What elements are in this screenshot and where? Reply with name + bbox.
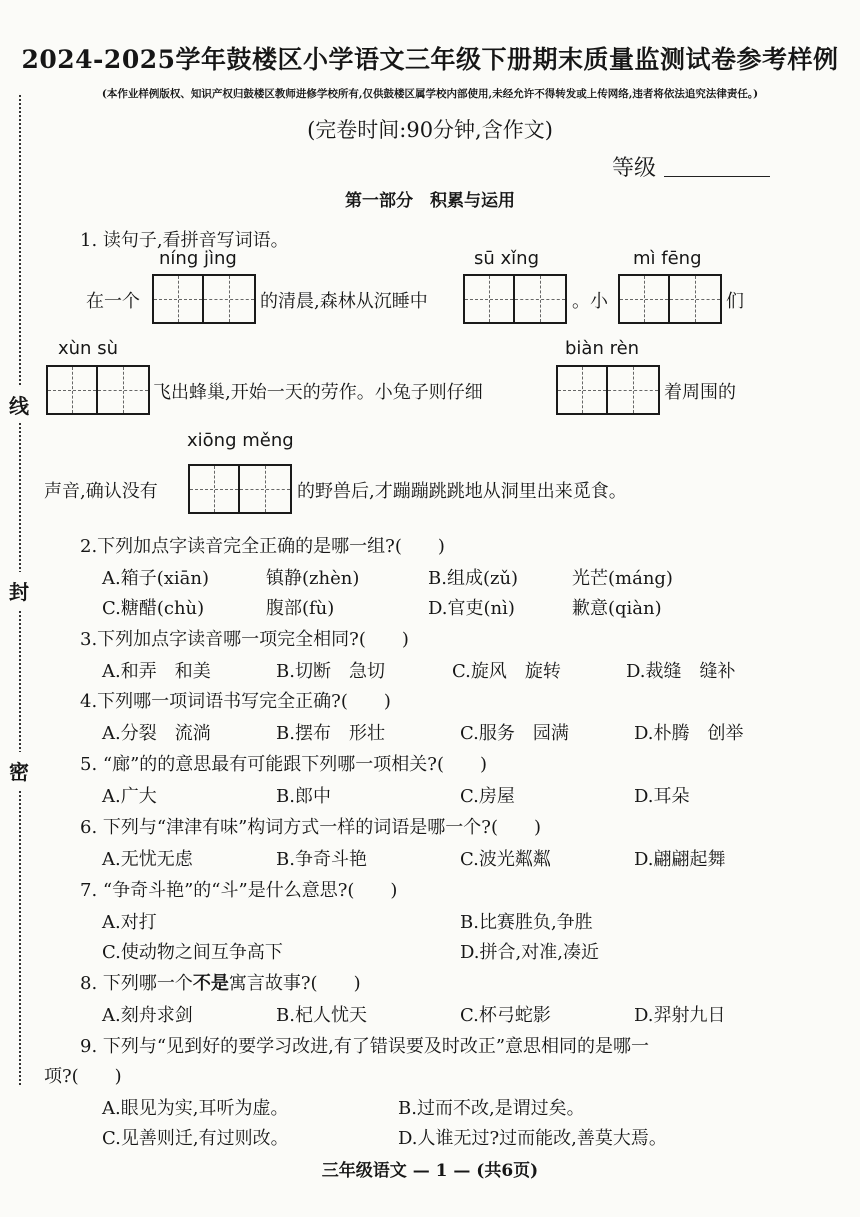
q6-option-a[interactable]: A.无忧无虑 — [102, 849, 193, 870]
q9-option-b[interactable]: B.过而不改,是谓过矣。 — [398, 1098, 585, 1119]
q8-stem-emphasis: 不是 — [192, 973, 229, 994]
answer-box-bianren[interactable] — [556, 365, 660, 415]
q1-text-6: 着周围的 — [664, 382, 736, 403]
binding-char-xian: 线 — [9, 386, 29, 423]
question-3-stem: 3.下列加点字读音哪一项完全相同?( ) — [80, 629, 409, 650]
q7-option-d[interactable]: D.拼合,对准,凑近 — [460, 942, 599, 963]
q1-text-5: 飞出蜂巢,开始一天的劳作。小兔子则仔细 — [153, 382, 483, 403]
q4-option-b[interactable]: B.摆布 形壮 — [276, 723, 385, 744]
q7-option-a[interactable]: A.对打 — [102, 912, 157, 933]
copyright-notice: (本作业样例版权、知识产权归鼓楼区教师进修学校所有,仅供鼓楼区属学校内部使用,未经允许不得转发或上传网络,违者将依法追究法律责任。) — [101, 88, 759, 100]
q9-option-d[interactable]: D.人谁无过?过而能改,善莫大焉。 — [398, 1128, 667, 1149]
q1-text-7: 声音,确认没有 — [44, 481, 158, 502]
question-4-stem: 4.下列哪一项词语书写完全正确?( ) — [80, 691, 391, 712]
q1-text-8: 的野兽后,才蹦蹦跳跳地从洞里出来觅食。 — [297, 481, 627, 502]
pinyin-xunsu: xùn sù — [58, 338, 118, 359]
part-title: 第一部分 积累与运用 — [345, 191, 515, 211]
question-8-stem — [80, 969, 361, 995]
binding-char-mi: 密 — [9, 752, 29, 789]
q3-option-c[interactable]: C.旋风 旋转 — [452, 661, 561, 682]
q2-option-a1[interactable]: A.箱子(xiān) — [102, 568, 209, 589]
exam-title: 2024-2025学年鼓楼区小学语文三年级下册期末质量监测试卷参考样例 — [21, 45, 839, 74]
question-1-stem: 1. 读句子,看拼音写词语。 — [80, 230, 289, 251]
exam-time: (完卷时间:90分钟,含作文) — [307, 118, 553, 142]
q1-text-1: 在一个 — [86, 291, 140, 312]
q5-option-d[interactable]: D.耳朵 — [634, 786, 690, 807]
q3-option-b[interactable]: B.切断 急切 — [276, 661, 385, 682]
question-7-stem: 7. “争奇斗艳”的“斗”是什么意思?( ) — [80, 880, 398, 901]
question-9-stem-line-2: 项?( ) — [44, 1066, 122, 1087]
q1-text-3: 。小 — [572, 291, 608, 312]
q5-option-b[interactable]: B.郎中 — [276, 786, 331, 807]
grade-blank[interactable] — [664, 176, 770, 177]
pinyin-xiongmeng: xiōng měng — [187, 430, 294, 451]
pinyin-ningjing: níng jìng — [159, 248, 237, 269]
question-5-stem: 5. “廊”的的意思最有可能跟下列哪一项相关?( ) — [80, 754, 487, 775]
pinyin-bianren: biàn rèn — [565, 338, 640, 359]
q8-stem-part-1: 8. 下列哪一个 — [80, 973, 193, 994]
q2-option-c1[interactable]: C.糖醋(chù) — [102, 598, 205, 619]
q8-option-a[interactable]: A.刻舟求剑 — [102, 1005, 193, 1026]
q9-option-a[interactable]: A.眼见为实,耳听为虚。 — [102, 1098, 289, 1119]
q1-text-2: 的清晨,森林从沉睡中 — [260, 291, 428, 312]
q2-option-b1[interactable]: B.组成(zǔ) — [428, 568, 519, 589]
q9-option-c[interactable]: C.见善则迁,有过则改。 — [102, 1128, 289, 1149]
q1-text-4: 们 — [726, 291, 744, 312]
page-footer: 三年级语文 — 1 — (共6页) — [321, 1161, 539, 1181]
q8-option-d[interactable]: D.羿射九日 — [634, 1005, 726, 1026]
pinyin-suxing: sū xǐng — [474, 248, 539, 269]
answer-box-suxing[interactable] — [463, 274, 567, 324]
q5-option-a[interactable]: A.广大 — [102, 786, 157, 807]
q2-option-a2[interactable]: 镇静(zhèn) — [266, 568, 360, 589]
q3-option-d[interactable]: D.裁缝 缝补 — [626, 661, 736, 682]
q2-option-d2[interactable]: 歉意(qiàn) — [572, 598, 662, 619]
answer-box-xunsu[interactable] — [46, 365, 150, 415]
q2-option-b2[interactable]: 光芒(máng) — [572, 568, 673, 589]
q8-option-c[interactable]: C.杯弓蛇影 — [460, 1005, 551, 1026]
pinyin-mifeng: mì fēng — [633, 248, 702, 269]
q4-option-d[interactable]: D.朴腾 创举 — [634, 723, 744, 744]
q2-option-d1[interactable]: D.官吏(nì) — [428, 598, 515, 619]
question-9-stem-line-1: 9. 下列与“见到好的要学习改进,有了错误要及时改正”意思相同的是哪一 — [80, 1036, 650, 1057]
answer-box-xiongmeng[interactable] — [188, 464, 292, 514]
question-2-stem: 2.下列加点字读音完全正确的是哪一组?( ) — [80, 536, 445, 557]
q8-stem-part-2: 寓言故事?( ) — [228, 973, 361, 994]
q7-option-c[interactable]: C.使动物之间互争高下 — [102, 942, 283, 963]
q7-option-b[interactable]: B.比赛胜负,争胜 — [460, 912, 593, 933]
q4-option-a[interactable]: A.分裂 流淌 — [102, 723, 211, 744]
binding-char-feng: 封 — [9, 572, 29, 609]
q5-option-c[interactable]: C.房屋 — [460, 786, 515, 807]
grade-label: 等级 — [612, 156, 657, 181]
q6-option-b[interactable]: B.争奇斗艳 — [276, 849, 367, 870]
answer-box-ningjing[interactable] — [152, 274, 256, 324]
question-6-stem: 6. 下列与“津津有味”构词方式一样的词语是哪一个?( ) — [80, 817, 541, 838]
q3-option-a[interactable]: A.和弄 和美 — [102, 661, 211, 682]
q6-option-d[interactable]: D.翩翩起舞 — [634, 849, 726, 870]
q2-option-c2[interactable]: 腹部(fù) — [266, 598, 335, 619]
q4-option-c[interactable]: C.服务 园满 — [460, 723, 569, 744]
answer-box-mifeng[interactable] — [618, 274, 722, 324]
q6-option-c[interactable]: C.波光粼粼 — [460, 849, 551, 870]
q8-option-b[interactable]: B.杞人忧天 — [276, 1005, 367, 1026]
